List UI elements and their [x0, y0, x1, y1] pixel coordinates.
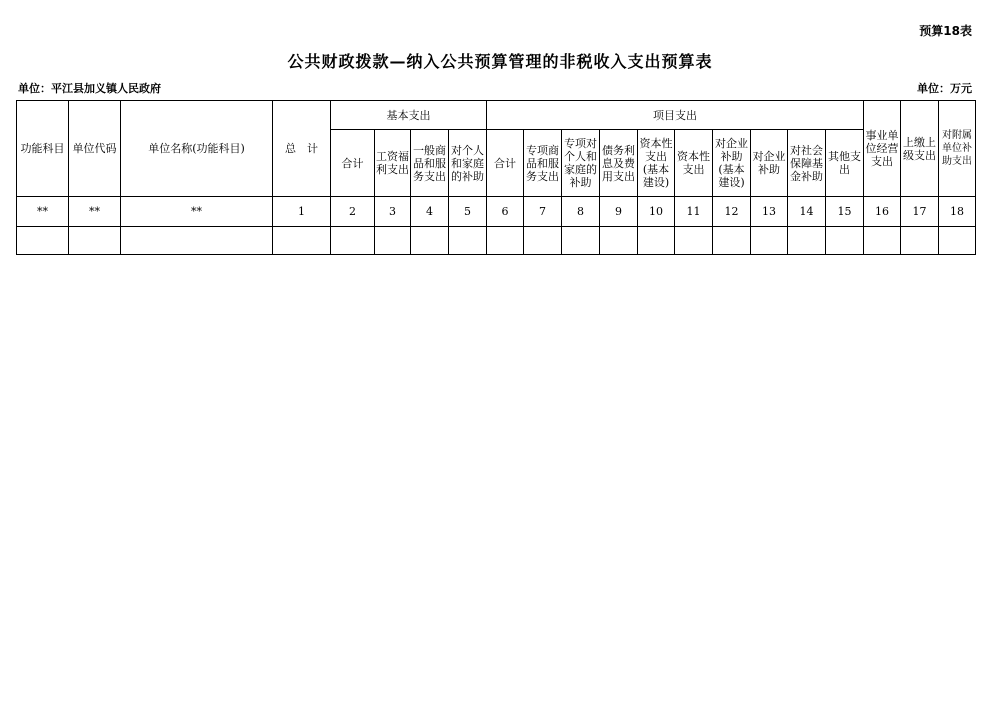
- index-cell: 7: [524, 197, 562, 227]
- index-cell: 16: [864, 197, 901, 227]
- table-number: 预算18表: [919, 24, 972, 38]
- index-cell: 5: [449, 197, 487, 227]
- header-project-interest: 债务利息及费用支出: [602, 143, 635, 183]
- table-cell: [449, 227, 487, 255]
- table-cell: [524, 227, 562, 255]
- table-cell: [121, 227, 273, 255]
- table-cell: [788, 227, 826, 255]
- header-project-enterprise-construction: 对企业补助(基本建设): [715, 137, 748, 189]
- index-cell: 10: [638, 197, 675, 227]
- reporting-unit: 单位：平江县加义镇人民政府: [18, 82, 161, 95]
- index-cell: 12: [713, 197, 751, 227]
- index-cell: **: [69, 197, 121, 227]
- header-project-total: 合计: [494, 156, 516, 170]
- table-cell: [826, 227, 864, 255]
- header-project-social-security: 对社会保障基金补助: [790, 143, 823, 183]
- header-project-enterprise: 对企业补助: [752, 150, 786, 176]
- budget-table: [16, 100, 976, 255]
- table-cell: [375, 227, 411, 255]
- header-project-goods: 专项商品和服务支出: [526, 143, 559, 183]
- index-cell: **: [17, 197, 69, 227]
- header-project-group: 项目支出: [487, 101, 864, 130]
- header-unit-code: 单位代码: [69, 101, 121, 197]
- index-cell: 13: [751, 197, 788, 227]
- table-cell: [411, 227, 449, 255]
- index-cell: 6: [487, 197, 524, 227]
- header-unit-name: 单位名称(功能科目): [121, 101, 273, 197]
- header-basic-wages: 工资福利支出: [376, 150, 409, 176]
- table-cell: [751, 227, 788, 255]
- header-tail-2: 上缴上级支出: [903, 135, 936, 162]
- table-cell: [69, 227, 121, 255]
- header-func-subject: 功能科目: [17, 101, 69, 197]
- index-cell: 3: [375, 197, 411, 227]
- index-cell: 15: [826, 197, 864, 227]
- index-cell: 4: [411, 197, 449, 227]
- header-basic-goods: 一般商品和服务支出: [413, 143, 446, 183]
- header-project-capital-construction: 资本性支出(基本建设): [639, 137, 673, 189]
- page-title: 公共财政拨款—纳入公共预算管理的非税收入支出预算表: [287, 52, 713, 71]
- header-basic-group: 基本支出: [331, 101, 487, 130]
- table-cell: [713, 227, 751, 255]
- header-row-1: [17, 101, 976, 130]
- table-cell: [331, 227, 375, 255]
- index-cell: **: [121, 197, 273, 227]
- index-cell: 11: [675, 197, 713, 227]
- index-cell: 14: [788, 197, 826, 227]
- table-cell: [638, 227, 675, 255]
- table-cell: [901, 227, 939, 255]
- table-cell: [675, 227, 713, 255]
- header-project-capital: 资本性支出: [677, 150, 710, 176]
- index-cell: 18: [939, 197, 976, 227]
- header-basic-individual: 对个人和家庭的补助: [451, 143, 484, 183]
- header-tail-3: 对附属单位补助支出: [942, 130, 972, 167]
- table-cell: [939, 227, 976, 255]
- index-cell: 17: [901, 197, 939, 227]
- index-cell: 2: [331, 197, 375, 227]
- header-tail-1: 事业单位经营支出: [865, 129, 899, 168]
- table-cell: [600, 227, 638, 255]
- table-cell: [273, 227, 331, 255]
- header-project-other: 其他支出: [828, 150, 861, 176]
- table-cell: [562, 227, 600, 255]
- header-total: 总 计: [273, 101, 331, 197]
- index-cell: 8: [562, 197, 600, 227]
- table-cell: [487, 227, 524, 255]
- currency-unit: 单位：万元: [917, 82, 972, 95]
- index-row: [17, 197, 976, 227]
- index-cell: 9: [600, 197, 638, 227]
- table-cell: [17, 227, 69, 255]
- table-row: [17, 227, 976, 255]
- header-basic-total: 合计: [341, 156, 364, 170]
- header-project-individual: 专项对个人和家庭的补助: [564, 137, 597, 189]
- index-cell: 1: [273, 197, 331, 227]
- table-cell: [864, 227, 901, 255]
